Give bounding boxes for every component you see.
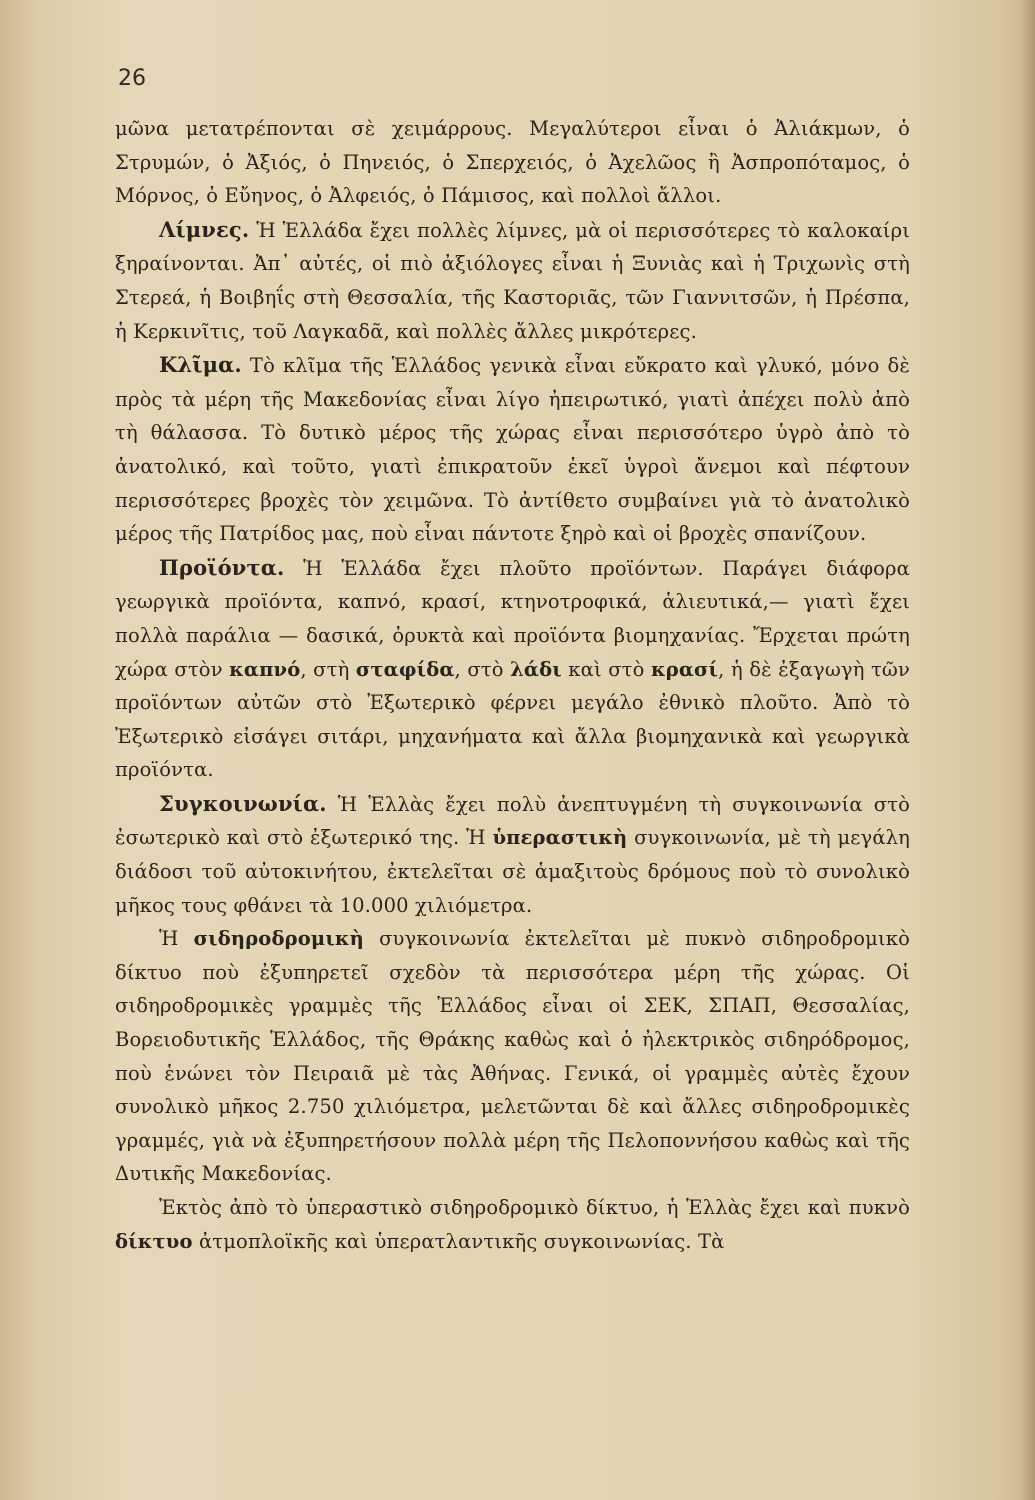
paragraph-text: Ἡ Ἑλλὰς ἔχει πολὺ ἀνεπτυγμένη τὴ συγκοινωνία στὸ ἐσωτερικὸ καὶ στὸ ἐξωτερικό της. Ἡ [115,792,910,850]
paragraph-text: , στὸ [454,657,511,681]
section-heading-products: Προϊόντα. [159,554,285,580]
paragraph-text: μῶνα μετατρέπονται σὲ χειμάρρους. Μεγαλύτεροι εἶναι ὁ Ἀλιάκμων, ὁ Στρυμών, ὁ Ἀξιός, ὁ Πηνειός, ὁ Σπερχειός, ὁ Ἀχελῶος ἢ Ἀσπροπόταμος, ὁ Μόρνος, ὁ Εὔηνος, ὁ Ἀλφειός, ὁ Πάμισος, καὶ πολλοὶ ἄλλοι. [115,117,910,208]
paragraph-lakes [115,213,910,348]
paragraph-text: Τὸ κλῖμα τῆς Ἑλλάδος γενικὰ εἶναι εὔκρατο καὶ γλυκό, μόνο δὲ πρὸς τὰ μέρη τῆς Μακεδονίας εἶναι λίγο ἠπειρωτικό, γιατὶ ἀπέχει πολὺ ἀπὸ τὴ θάλασσα. Τὸ δυτικὸ μέρος τῆς χώρας εἶναι περισσότερο ὑγρὸ ἀπὸ τὸ ἀνατολικό, καὶ τοῦτο, γιατὶ ἐπικρατοῦν ἐκεῖ ὑγροὶ ἄνεμοι καὶ πέφτουν περισσότερες βροχὲς τὸν χειμῶνα. Τὸ ἀντίθετο συμβαίνει γιὰ τὸ ἀνατολικὸ μέρος τῆς Πατρίδος μας, ποὺ εἶναι πάντοτε ξηρὸ καὶ οἱ βροχὲς σπανίζουν. [115,354,910,546]
paragraph-text: ἀτμοπλοϊκῆς καὶ ὑπερατλαντικῆς συγκοινωνίας. Τὰ [192,1229,725,1253]
paragraph-text: Ἡ Ἑλλάδα ἔχει πολλὲς λίμνες, μὰ οἱ περισσότερες τὸ καλοκαίρι ξηραίνονται. Ἀπ᾽ αὐτές, οἱ πιὸ ἀξιόλογες εἶναι ἡ Ξυνιὰς καὶ ἡ Τριχωνὶς στὴ Στερεά, ἡ Βοιβηΐς στὴ Θεσσαλία, τῆς Καστοριᾶς, τῶν Γιαννιτσῶν, ἡ Πρέσπα, ἡ Κερκινῖτις, τοῦ Λαγκαδᾶ, καὶ πολλὲς ἄλλες μικρότερες. [115,218,910,343]
paragraph-text: συγκοινωνία, μὲ τὴ μεγάλη διάδοσι τοῦ αὐτοκινήτου, ἐκτελεῖται σὲ ἁμαξιτοὺς δρόμους ποὺ τὸ συνολικὸ μῆκος τους φθάνει τὰ 10.000 χιλιόμετρα. [115,826,910,917]
emphasis-oil: λάδι [510,657,562,681]
emphasis-railway: σιδηροδρομικὴ [193,927,364,951]
emphasis-network: δίκτυο [115,1229,193,1253]
paragraph-sea [115,1191,910,1258]
page-number: 26 [118,66,146,91]
paragraph-text: Ἡ Ἑλλάδα ἔχει πλοῦτο προϊόντων. Παράγει διάφορα γεωργικὰ προϊόντα, καπνό, κρασί, κτηνοτροφικά, ἁλιευτικά,— γιατὶ ἔχει πολλὰ παράλια — δασικά, ὀρυκτὰ καὶ προϊόντα βιομηχανίας. Ἔρχεται πρώτη χώρα στὸν [115,556,910,681]
paragraph-text: συγκοινωνία ἐκτελεῖται μὲ πυκνὸ σιδηροδρομικὸ δίκτυο ποὺ ἐξυπηρετεῖ σχεδὸν τὰ περισσότερα μέρη τῆς χώρας. Οἱ σιδηροδρομικὲς γραμμὲς τῆς Ἑλλάδος εἶναι οἱ ΣΕΚ, ΣΠΑΠ, Θεσσαλίας, Βορειοδυτικῆς Ἑλλάδος, τῆς Θράκης καθὼς καὶ ὁ ἠλεκτρικὸς σιδηρόδρομος, ποὺ ἑνώνει τὸν Πειραιᾶ μὲ τὰς Ἀθήνας. Γενικά, οἱ γραμμὲς αὐτὲς ἔχουν συνολικὸ μῆκος 2.750 χιλιόμετρα, μελετῶνται δὲ καὶ ἄλλες σιδηροδρομικὲς γραμμές, γιὰ νὰ ἐξυπηρετήσουν πολλὰ μέρη τῆς Πελοποννήσου καθὼς καὶ τῆς Δυτικῆς Μακεδονίας. [115,927,910,1186]
page-body [115,112,910,1258]
paragraph-text: καὶ στὸ [561,657,651,681]
paragraph-text: , στὴ [300,657,356,681]
paragraph-rivers-continued [115,112,910,213]
section-heading-climate: Κλῖμα. [159,352,242,378]
emphasis-wine: κρασί [650,657,719,681]
paragraph-text: , ἡ δὲ ἐξαγωγὴ τῶν προϊόντων αὐτῶν στὸ Ἐξωτερικὸ φέρνει μεγάλο ἐθνικὸ πλοῦτο. Ἀπὸ τὸ Ἐξωτερικὸ εἰσάγει σιτάρι, μηχανήματα καὶ ἄλλα βιομηχανικὰ καὶ γεωργικὰ προϊόντα. [115,657,910,782]
emphasis-raisin: σταφίδα [355,657,455,681]
section-heading-communication: Συγκοινωνία. [159,790,327,816]
emphasis-tobacco: καπνό [229,657,301,681]
section-heading-lakes: Λίμνες. [159,216,250,242]
paragraph-communication [115,787,910,922]
paragraph-railway [115,922,910,1191]
paragraph-text: Ἐκτὸς ἀπὸ τὸ ὑπεραστικὸ σιδηροδρομικὸ δίκτυο, ἡ Ἑλλὰς ἔχει καὶ πυκνὸ [159,1196,910,1219]
paragraph-climate [115,348,910,551]
emphasis-intercity: ὑπεραστικὴ [492,826,628,850]
paragraph-products [115,551,910,787]
page-spine-shadow [1021,0,1035,1500]
paragraph-text: Ἡ [159,927,194,951]
